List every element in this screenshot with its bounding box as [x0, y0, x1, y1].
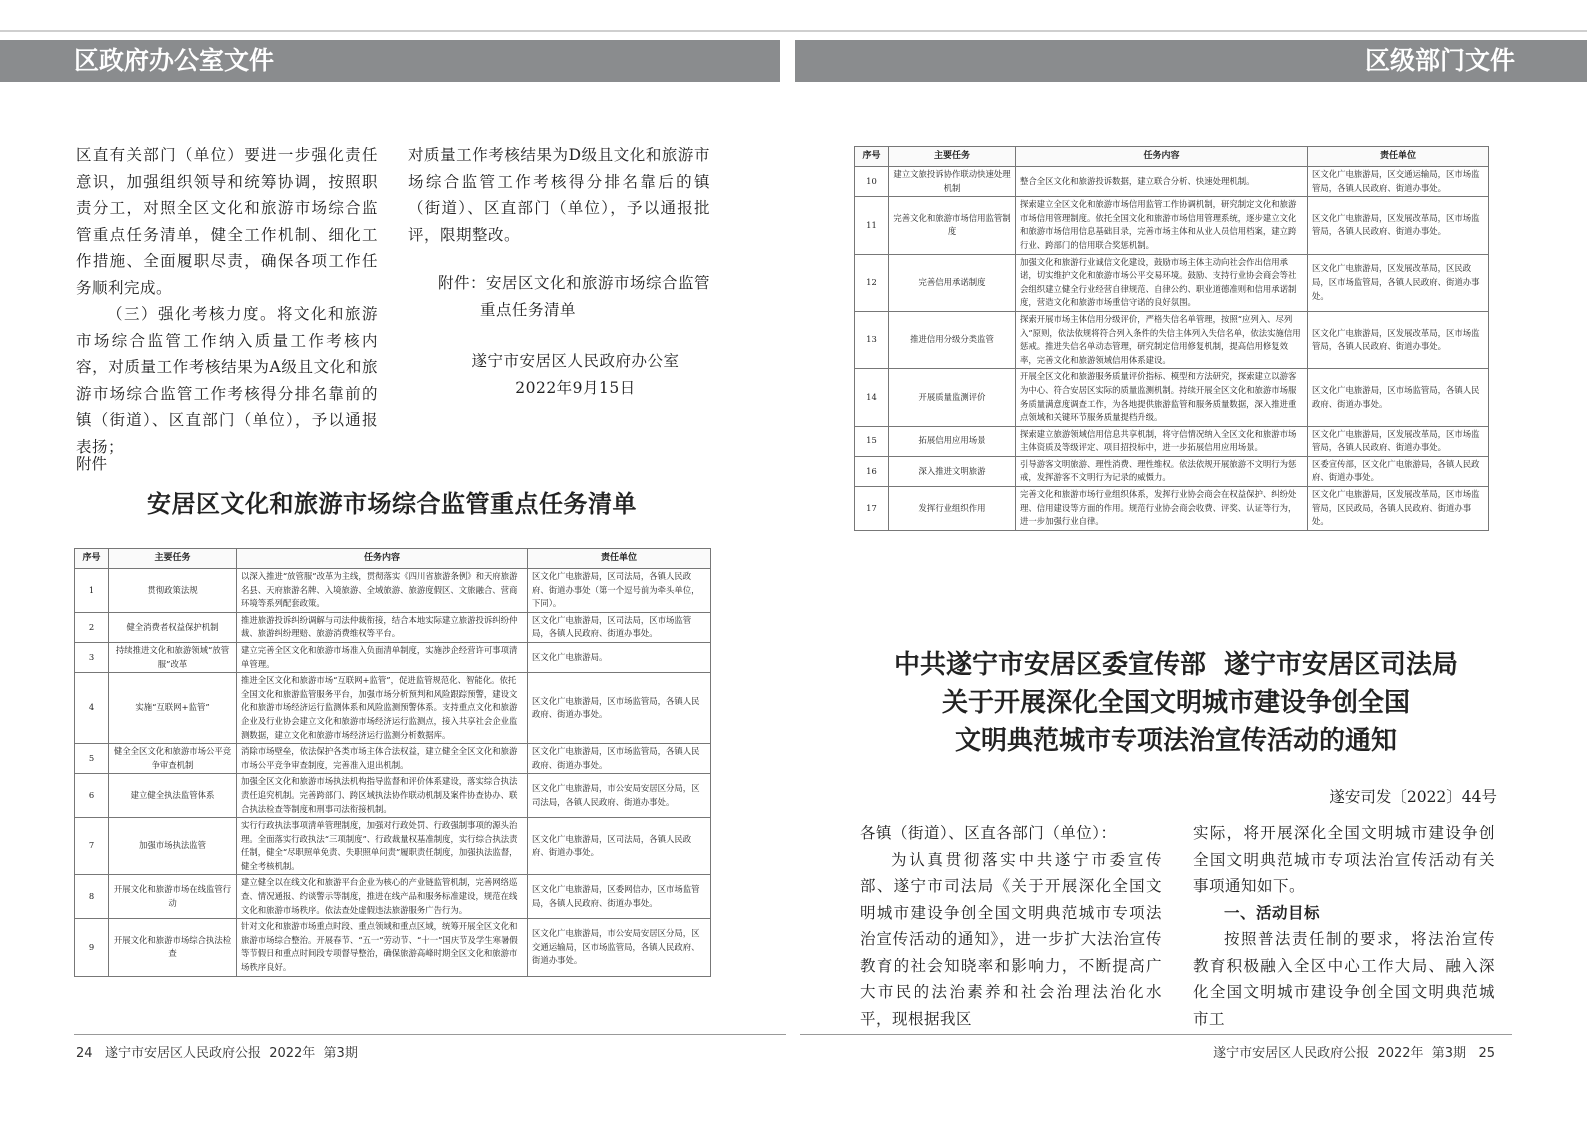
row-unit: 区文化广电旅游局，区市场监管局，各镇人民政府、街道办事处。	[528, 744, 711, 774]
row-task: 贯彻政策法规	[109, 569, 237, 613]
notice-title-line-3: 文明典范城市专项法治宣传活动的通知	[954, 726, 1397, 756]
row-number: 2	[75, 612, 109, 642]
left-section-header: 区政府办公室文件	[0, 40, 780, 82]
footer-rule-left	[74, 1034, 786, 1035]
row-unit: 区文化广电旅游局，区司法局，区市场监管局，各镇人民政府、街道办事处。	[528, 612, 711, 642]
table-row	[855, 254, 1489, 311]
row-unit: 区文化广电旅游局，区委网信办，区市场监管局，各镇人民政府、街道办事处。	[528, 875, 711, 919]
row-task: 深入推进文明旅游	[889, 456, 1016, 486]
issuer-block	[408, 348, 743, 401]
footer-left: 24 遂宁市安居区人民政府公报 2022年 第3期	[76, 1046, 358, 1061]
row-unit: 区文化广电旅游局，区发展改革局，区市场监管局，各镇人民政府、街道办事处。	[1308, 311, 1489, 368]
row-content: 推进全区文化和旅游市场“互联网+监管”，促进监管规范化、智能化。依托全国文化和旅游监管服务平台，加强市场分析预判和风险跟踪预警，建设文化和旅游市场经济运行监测体系和风险监测预警体系。支持重点文化和旅游企业及行业协会建立文化和旅游市场经济运行监测点，接入共享社会企业监测数据，建立文化和旅游市场经济运行监测分析数据库。	[237, 673, 528, 744]
left-col2-text	[408, 142, 710, 248]
row-task: 发挥行业组织作用	[889, 487, 1016, 531]
row-content: 推进旅游投诉纠纷调解与司法仲裁衔接，结合本地实际建立旅游投诉纠纷仲裁、旅游纠纷理赔、旅游消费维权等平台。	[237, 612, 528, 642]
row-task: 开展质量监测评价	[889, 369, 1016, 426]
attachment-line-2: 重点任务清单	[480, 300, 577, 319]
row-content: 实行行政执法事项清单管理制度，加强对行政处罚、行政强制事项的源头治理。全面落实行政执法“三项制度”、行政裁量权基准制度，实行综合执法责任制，健全“尽职照单免责、失职照单问责”履职责任制度，加强执法监督，健全考核机制。	[237, 818, 528, 875]
top-rule	[0, 30, 1587, 32]
row-content: 建立完善全区文化和旅游市场准入负面清单制度，实施涉企经营许可事项清单管理。	[237, 642, 528, 672]
header-task: 主要任务	[889, 147, 1016, 167]
row-task: 持续推进文化和旅游领域“放管服”改革	[109, 642, 237, 672]
row-number: 12	[855, 254, 889, 311]
table-row	[75, 673, 711, 744]
row-number: 6	[75, 774, 109, 818]
row-number: 1	[75, 569, 109, 613]
notice-title-line-2: 关于开展深化全国文明城市建设争创全国	[941, 688, 1410, 718]
header-no: 序号	[855, 147, 889, 167]
row-content: 探索开展市场主体信用分级评价，严格失信名单管理，按照“应列入、尽列入”原则，依法依规将符合列入条件的失信主体列入失信名单，依法实施信用惩戒。推进失信名单动态管理，研究制定信用修复机制，提高信用修复效率，完善文化和旅游领域信用体系建设。	[1016, 311, 1308, 368]
row-unit: 区文化广电旅游局，区司法局，各镇人民政府、街道办事处。	[528, 818, 711, 875]
table-row	[855, 456, 1489, 486]
row-number: 5	[75, 744, 109, 774]
footer-right: 遂宁市安居区人民政府公报 2022年 第3期 25	[1213, 1046, 1495, 1061]
row-task: 健全消费者权益保护机制	[109, 612, 237, 642]
row-number: 11	[855, 197, 889, 254]
attachment-line-1: 附件：安居区文化和旅游市场综合监管	[438, 274, 711, 292]
issuer-name: 遂宁市安居区人民政府办公室	[471, 352, 680, 370]
row-content: 探索建立旅游领域信用信息共享机制，将守信情况纳入全区文化和旅游市场主体资质及等级评定、项目招投标中，进一步拓展信用应用场景。	[1016, 426, 1308, 456]
row-content: 以深入推进“放管服”改革为主线，贯彻落实《四川省旅游条例》和天府旅游名县、天府旅游名牌、入境旅游、全域旅游、旅游度假区、文旅融合、营商环境等系列配套政策。	[237, 569, 528, 613]
row-task: 加强市场执法监管	[109, 818, 237, 875]
right-col1-paragraph: 为认真贯彻落实中共遂宁市委宣传部、遂宁市司法局《关于开展深化全国文明城市建设争创全国文明典范城市专项法治宣传活动的通知》，进一步扩大法治宣传教育的社会知晓率和影响力，不断提高广大市民的法治素养和社会治理法治化水平，现根据我区	[860, 850, 1162, 1028]
row-unit: 区文化广电旅游局，区交通运输局，区市场监管局，各镇人民政府、街道办事处。	[1308, 167, 1489, 197]
right-section-header: 区级部门文件	[795, 40, 1587, 82]
row-content: 探索建立全区文化和旅游市场信用监管工作协调机制，研究制定文化和旅游市场信用管理制度。依托全国文化和旅游市场信用管理系统，逐步建立文化和旅游市场信用信息基础目录，完善市场主体和从业人员信用档案，建立跨行业、跨部门的信用联合奖惩机制。	[1016, 197, 1308, 254]
document-number: 遂安司发〔2022〕44号	[1329, 788, 1497, 806]
right-col2-text	[1193, 820, 1495, 1032]
task-table-left	[74, 548, 711, 977]
table-header-row	[855, 147, 1489, 167]
task-list-title: 安居区文化和旅游市场综合监管重点任务清单	[147, 490, 637, 518]
table-row	[855, 311, 1489, 368]
row-number: 3	[75, 642, 109, 672]
table-row	[75, 642, 711, 672]
row-unit: 区文化广电旅游局，区发展改革局，区市场监管局，区民政局，各镇人民政府、街道办事处。	[1308, 487, 1489, 531]
row-unit: 区文化广电旅游局，区发展改革局，区市场监管局，各镇人民政府、街道办事处。	[1308, 197, 1489, 254]
table-row	[75, 612, 711, 642]
right-col1-text	[860, 820, 1162, 1032]
row-content: 加强全区文化和旅游市场执法机构指导监督和评价体系建设，落实综合执法责任追究机制。完善跨部门、跨区域执法协作联动机制及案件协查协办、联合执法检查等制度和刑事司法衔接机制。	[237, 774, 528, 818]
row-task: 建立健全执法监管体系	[109, 774, 237, 818]
row-unit: 区文化广电旅游局，市公安局安居区分局，区交通运输局，区市场监管局，各镇人民政府、街道办事处。	[528, 919, 711, 976]
section-1-heading: 一、活动目标	[1224, 903, 1321, 922]
row-content: 消除市场壁垒，依法保护各类市场主体合法权益，建立健全全区文化和旅游市场公平竞争审查制度，完善准入退出机制。	[237, 744, 528, 774]
section-1-paragraph: 按照普法责任制的要求，将法治宣传教育积极融入全区中心工作大局、融入深化全国文明城市建设争创全国文明典范城市工	[1193, 930, 1495, 1028]
row-unit: 区文化广电旅游局，区司法局，各镇人民政府、街道办事处（第一个逗号前为牵头单位，下同）。	[528, 569, 711, 613]
row-content: 针对文化和旅游市场重点时段、重点领域和重点区域，统筹开展全区文化和旅游市场综合整治。开展春节、“五一”劳动节、“十一”国庆节及学生寒暑假等节假日和重点时间段专项督导整治，确保旅游高峰时期全区文化和旅游市场秩序良好。	[237, 919, 528, 976]
attachment-note	[438, 270, 710, 323]
row-task: 推进信用分级分类监管	[889, 311, 1016, 368]
row-task: 拓展信用应用场景	[889, 426, 1016, 456]
row-unit: 区文化广电旅游局，区市场监管局，各镇人民政府、街道办事处。	[1308, 369, 1489, 426]
row-unit: 区文化广电旅游局，区发展改革局，区市场监管局，各镇人民政府、街道办事处。	[1308, 426, 1489, 456]
header-task: 主要任务	[109, 549, 237, 569]
row-number: 16	[855, 456, 889, 486]
table-row	[75, 744, 711, 774]
task-table-right	[854, 146, 1489, 531]
row-task: 完善信用承诺制度	[889, 254, 1016, 311]
left-col1-paragraph-1: 区直有关部门（单位）要进一步强化责任意识，加强组织领导和统筹协调，按照职责分工，对照全区文化和旅游市场综合监管重点任务清单，健全工作机制、细化工作措施、全面履职尽责，确保各项工作任务顺利完成。	[76, 146, 378, 297]
row-number: 15	[855, 426, 889, 456]
row-number: 9	[75, 919, 109, 976]
row-task: 开展文化和旅游市场综合执法检查	[109, 919, 237, 976]
row-content: 建立健全以在线文化和旅游平台企业为核心的产业链监管机制，完善网络巡查、情况通报、约谈警示等制度，推进在线产品和服务标准建设，规范在线文化和旅游市场秩序。依法查处虚假违法旅游服务广告行为。	[237, 875, 528, 919]
left-col2-paragraph: 对质量工作考核结果为D级且文化和旅游市场综合监管工作考核得分排名靠后的镇（街道）、区直部门（单位），予以通报批评，限期整改。	[408, 146, 710, 244]
row-number: 4	[75, 673, 109, 744]
header-content: 任务内容	[1016, 147, 1308, 167]
row-number: 14	[855, 369, 889, 426]
left-col1-paragraph-2: （三）强化考核力度。将文化和旅游市场综合监管工作纳入质量工作考核内容，对质量工作考核结果为A级且文化和旅游市场综合监管工作考核得分排名靠前的镇（街道）、区直部门（单位），予以通报表扬；	[76, 305, 378, 456]
table-row	[75, 774, 711, 818]
row-number: 7	[75, 818, 109, 875]
row-unit: 区文化广电旅游局，区市场监管局，各镇人民政府、街道办事处。	[528, 673, 711, 744]
table-row	[75, 818, 711, 875]
header-content: 任务内容	[237, 549, 528, 569]
notice-title-line-1: 中共遂宁市安居区委宣传部 遂宁市安居区司法局	[893, 650, 1459, 680]
table-row	[855, 369, 1489, 426]
issue-date: 2022年9月15日	[515, 378, 636, 397]
header-no: 序号	[75, 549, 109, 569]
row-number: 8	[75, 875, 109, 919]
row-number: 17	[855, 487, 889, 531]
row-task: 开展文化和旅游市场在线监管行动	[109, 875, 237, 919]
row-unit: 区文化广电旅游局，区发展改革局，区民政局，区市场监管局，各镇人民政府、街道办事处。	[1308, 254, 1489, 311]
row-task: 健全全区文化和旅游市场公平竞争审查机制	[109, 744, 237, 774]
table-row	[75, 569, 711, 613]
table-row	[855, 426, 1489, 456]
row-task: 建立文旅投诉协作联动快速处理机制	[889, 167, 1016, 197]
row-number: 10	[855, 167, 889, 197]
row-content: 整合全区文化和旅游投诉数据，建立联合分析、快速处理机制。	[1016, 167, 1308, 197]
table-row	[855, 487, 1489, 531]
row-task: 实施“互联网+监管”	[109, 673, 237, 744]
row-number: 13	[855, 311, 889, 368]
row-unit: 区文化广电旅游局，市公安局安居区分局，区司法局，各镇人民政府、街道办事处。	[528, 774, 711, 818]
header-unit: 责任单位	[528, 549, 711, 569]
footer-rule-right	[800, 1034, 1512, 1035]
row-content: 引导游客文明旅游、理性消费、理性维权。依法依规开展旅游不文明行为惩戒，发挥游客不文明行为记录的威慑力。	[1016, 456, 1308, 486]
table-row	[75, 875, 711, 919]
row-content: 开展全区文化和旅游服务质量评价指标、模型和方法研究，探索建立以游客为中心、符合安居区实际的质量监测机制。持续开展全区文化和旅游市场服务质量满意度调查工作，为各地提供旅游监管和服务质量数据，深入推进重点领域和关键环节服务质量提档升级。	[1016, 369, 1308, 426]
left-col1-text	[76, 142, 378, 460]
row-content: 完善文化和旅游市场行业组织体系，发挥行业协会商会在权益保护、纠纷处理、信用建设等方面的作用。规范行业协会商会收费、评奖、认证等行为，进一步加强行业自律。	[1016, 487, 1308, 531]
annex-label: 附件	[76, 455, 108, 473]
table-header-row	[75, 549, 711, 569]
table-row	[855, 167, 1489, 197]
row-unit: 区文化广电旅游局。	[528, 642, 711, 672]
notice-title	[836, 646, 1516, 760]
row-content: 加强文化和旅游行业诚信文化建设，鼓励市场主体主动向社会作出信用承诺，切实维护文化和旅游市场公平交易环境。鼓励、支持行业协会商会等社会组织建立健全行业经营自律规范、自律公约、职业道德准则和信用承诺制度，营造文化和旅游市场重信守诺的良好氛围。	[1016, 254, 1308, 311]
table-row	[855, 197, 1489, 254]
addressee: 各镇（街道）、区直各部门（单位）：	[860, 824, 1117, 842]
row-task: 完善文化和旅游市场信用监管制度	[889, 197, 1016, 254]
right-col2-paragraph: 实际，将开展深化全国文明城市建设争创全国文明典范城市专项法治宣传活动有关事项通知如下。	[1193, 824, 1495, 895]
row-unit: 区委宣传部，区文化广电旅游局，各镇人民政府、街道办事处。	[1308, 456, 1489, 486]
header-unit: 责任单位	[1308, 147, 1489, 167]
table-row	[75, 919, 711, 976]
